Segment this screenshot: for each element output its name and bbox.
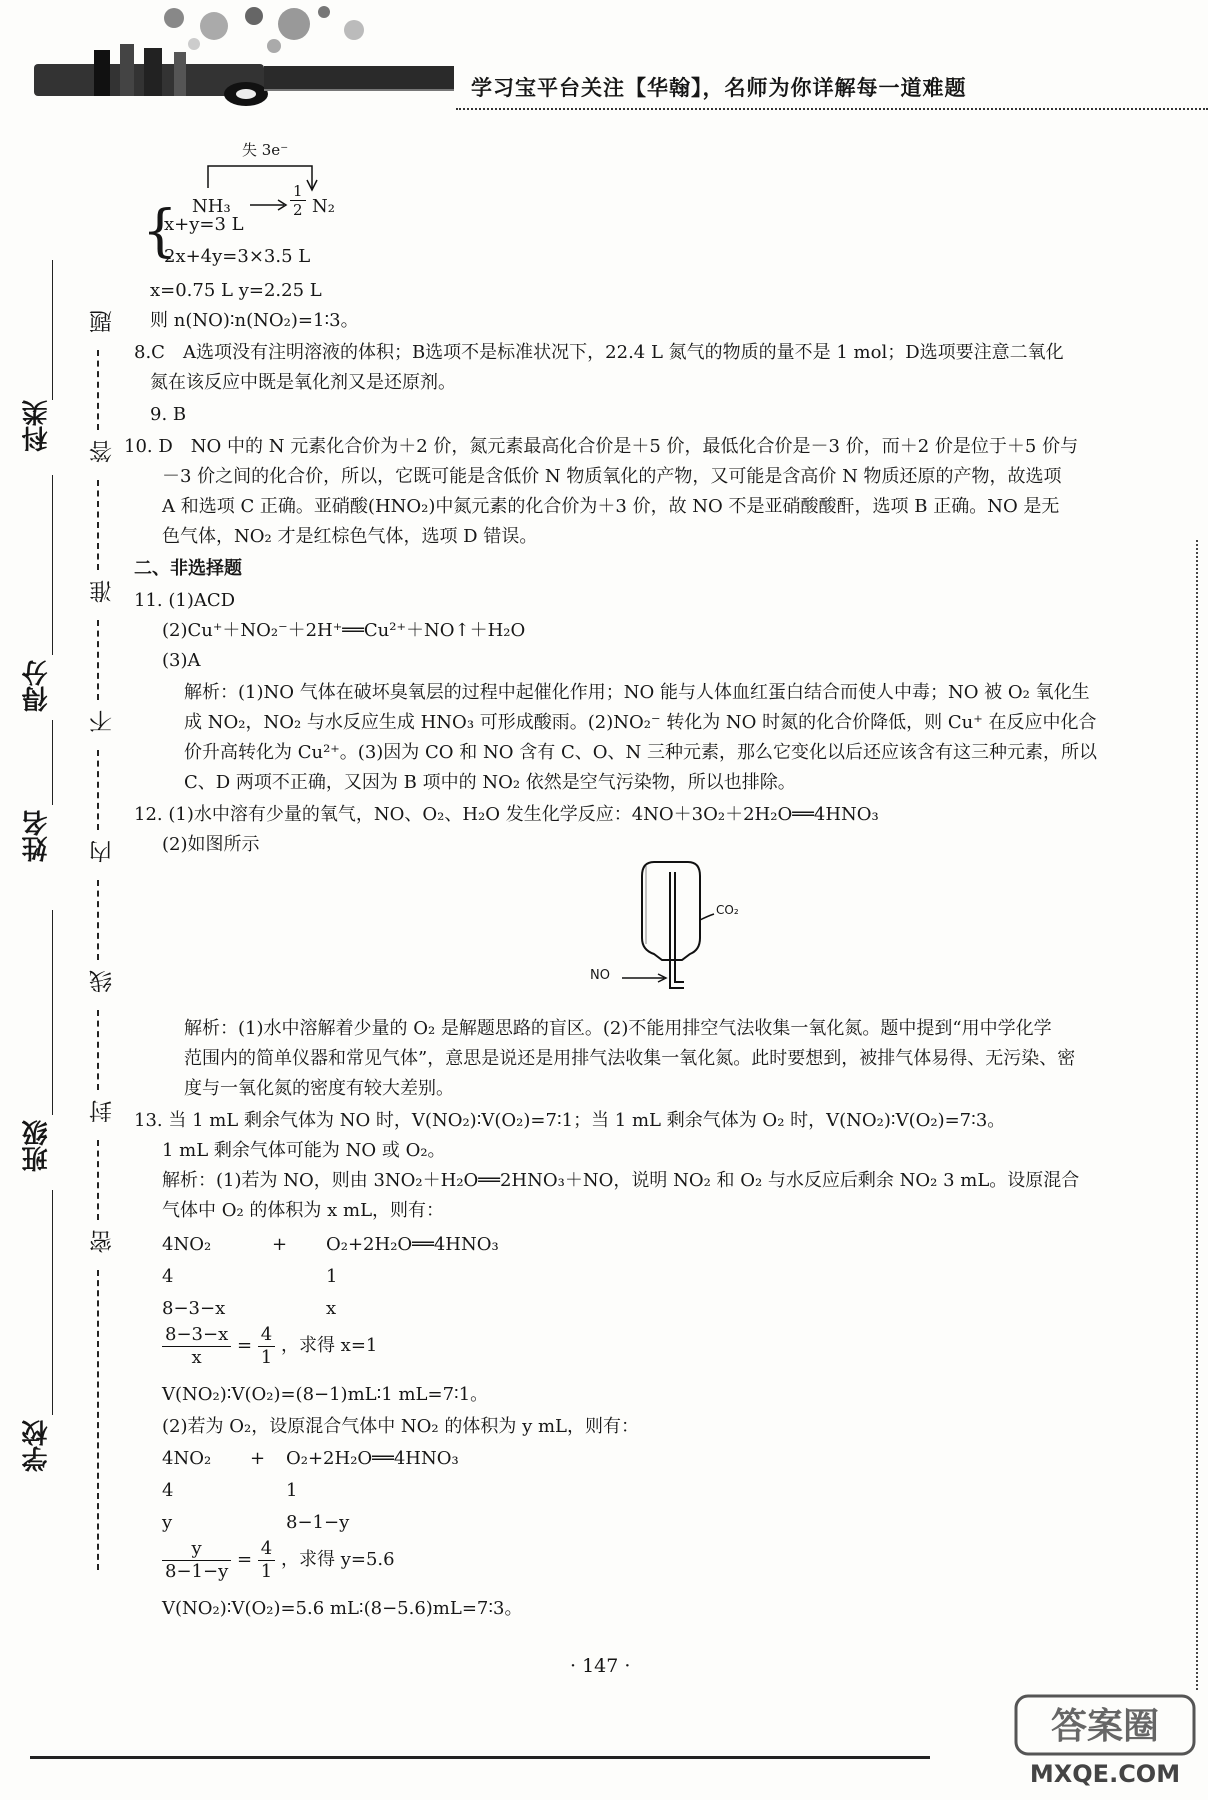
- analysis-q11-cont: 成 NO₂，NO₂ 与水反应生成 HNO₃ 可形成酸雨。(2)NO₂⁻ 转化为 NO 时氮的化合价降低，则 Cu⁺ 在反应中化合: [184, 712, 1097, 733]
- footer-rule: [30, 1756, 930, 1759]
- header-banner: [16, 0, 1208, 110]
- field-label-class: 班级: [22, 1120, 52, 1172]
- seal-char: 内: [90, 840, 116, 863]
- equation-a-left: 4NO₂: [162, 1234, 212, 1255]
- answer-q10-cont: －3 价之间的化合价，所以，它既可能是含低价 N 物质氧化的产物，又可能是含高价 N 物质还原的产物，故选项: [162, 466, 1062, 487]
- field-label-name: 姓名: [22, 810, 52, 862]
- right-edge-dotted-line: [1196, 540, 1198, 1690]
- field-label-school: 学校: [22, 1420, 52, 1472]
- answer-q10: 10. D NO 中的 N 元素化合价为＋2 价，氮元素最高化合价是＋5 价，最低化合价是－3 价，而＋2 价是位于＋5 价与: [124, 436, 1079, 457]
- answer-q12-2: (2)如图所示: [162, 834, 260, 855]
- analysis-q12: 解析：(1)水中溶解着少量的 O₂ 是解题思路的盲区。(2)不能用排空气法收集一氧化氮。题中提到“用中学化学: [184, 1018, 1052, 1039]
- analysis-q12-cont: 范围内的简单仪器和常见气体”，意思是说还是用排气法收集一氧化氮。此时要想到，被排气体易得、无污染、密: [184, 1048, 1076, 1069]
- equation-a-volume: 8−3−x: [162, 1298, 226, 1319]
- answer-q8: 8.C A选项没有注明溶液的体积；B选项不是标准状况下，22.4 L 氮气的物质的量不是 1 mol；D选项要注意二氧化: [134, 342, 1064, 363]
- analysis-q12-cont: 度与一氧化氮的密度有较大差别。: [184, 1078, 454, 1099]
- seal-char: 密: [90, 1230, 116, 1253]
- answer-q11-1: 11. (1)ACD: [134, 590, 236, 611]
- seal-char: 答: [90, 440, 116, 463]
- equation-b-coef: 4: [162, 1480, 174, 1501]
- fraction: [258, 1324, 275, 1368]
- field-line-school: [52, 1190, 53, 1415]
- seal-dashed-line: [97, 1140, 99, 1220]
- answer-q11-3: (3)A: [162, 650, 201, 671]
- field-line-name: [52, 720, 53, 805]
- answer-q11-2: (2)Cu⁺＋NO₂⁻＋2H⁺══Cu²⁺＋NO↑＋H₂O: [162, 620, 526, 641]
- coef-numerator: 1: [290, 182, 306, 201]
- answer-q9: 9. B: [150, 404, 187, 425]
- watermark-site: MXQE.COM: [1029, 1760, 1181, 1788]
- section-heading: 二、非选择题: [134, 558, 242, 579]
- equation-a-plus: +: [272, 1234, 288, 1255]
- denominator: 1: [260, 1560, 273, 1582]
- equation-a-coef: 4: [162, 1266, 174, 1287]
- answer-q10-cont: A 和选项 C 正确。亚硝酸(HNO₂)中氮元素的化合价为＋3 价，故 NO 不是亚硝酸酸酐，选项 B 正确。NO 是无: [162, 496, 1060, 517]
- fraction: [258, 1538, 275, 1582]
- transfer-coefficient: [290, 182, 306, 219]
- analysis-q11-cont: C、D 两项不正确，又因为 B 项中的 NO₂ 依然是空气污染物，所以也排除。: [184, 772, 796, 793]
- answer-q13: 13. 当 1 mL 剩余气体为 NO 时，V(NO₂)∶V(O₂)=7∶1；当 1 mL 剩余气体为 O₂ 时，V(NO₂)∶V(O₂)=7∶3。: [134, 1110, 1006, 1131]
- analysis-q13-part2: (2)若为 O₂，设原混合气体中 NO₂ 的体积为 y mL，则有：: [162, 1416, 639, 1437]
- field-label-subject: 科类: [22, 400, 52, 452]
- answer-q10-cont: 色气体，NO₂ 才是红棕色气体，选项 D 错误。: [162, 526, 538, 547]
- solution-line: x=0.75 L y=2.25 L: [150, 280, 322, 301]
- ratio-line: 则 n(NO)∶n(NO₂)=1∶3。: [150, 310, 359, 331]
- seal-dashed-line: [97, 750, 99, 830]
- field-line-subject: [52, 260, 53, 400]
- seal-dashed-line: [97, 620, 99, 700]
- analysis-q11-cont: 价升高转化为 Cu²⁺。(3)因为 CO 和 NO 含有 C、O、N 三种元素，那么它变化以后还应该含有这三种元素，所以: [184, 742, 1097, 763]
- seal-dashed-line: [97, 1010, 99, 1090]
- analysis-q11: 解析：(1)NO 气体在破坏臭氧层的过程中起催化作用；NO 能与人体血红蛋白结合而使人中毒；NO 被 O₂ 氧化生: [184, 682, 1090, 703]
- numerator: y: [162, 1538, 231, 1561]
- banner-decoration-image: [24, 4, 454, 108]
- equation-b-right: O₂+2H₂O══4HNO₃: [286, 1448, 459, 1469]
- fraction-equation-b: $\frac{y}{8-1-y}$ = $\frac{4}{1}$ ，求得 y=5.6: [162, 1538, 395, 1582]
- analysis-q13-cont: 气体中 O₂ 的体积为 x mL，则有：: [162, 1200, 445, 1221]
- numerator: 8−3−x: [162, 1324, 231, 1347]
- equation-b-plus: +: [250, 1448, 266, 1469]
- seal-char: 不: [90, 710, 116, 733]
- equation-b-left: 4NO₂: [162, 1448, 212, 1469]
- equation-a-right: O₂+2H₂O══4HNO₃: [326, 1234, 499, 1255]
- transfer-label: 失 3e⁻: [242, 141, 289, 159]
- equation-brace: {: [142, 199, 178, 264]
- equation-line: 2x+4y=3×3.5 L: [164, 246, 311, 267]
- seal-dashed-line: [97, 1270, 99, 1570]
- site-watermark-logo: [1012, 1690, 1198, 1790]
- binding-strip: [0, 290, 116, 1620]
- header-title: 学习宝平台关注【华翰】，名师为你详解每一道难题: [471, 76, 967, 100]
- equation-b-coef: 1: [286, 1480, 298, 1501]
- result-a: V(NO₂)∶V(O₂)=(8−1)mL∶1 mL=7∶1。: [162, 1384, 489, 1405]
- result-b: V(NO₂)∶V(O₂)=5.6 mL∶(8−5.6)mL=7∶3。: [162, 1598, 523, 1619]
- answer-q13-cont: 1 mL 剩余气体可能为 NO 或 O₂。: [162, 1140, 446, 1161]
- denominator: 1: [260, 1346, 273, 1368]
- gas-collection-figure: [582, 850, 782, 1010]
- numerator: 4: [258, 1324, 275, 1347]
- coef-denominator: 2: [293, 201, 303, 219]
- co2-label: CO₂: [716, 903, 739, 917]
- equation-b-volume: 8−1−y: [286, 1512, 350, 1533]
- watermark-text: 答案圈: [1050, 1706, 1160, 1747]
- equation-a-volume: x: [326, 1298, 337, 1319]
- denominator: x: [191, 1346, 202, 1368]
- page-number: · 147 ·: [570, 1655, 631, 1677]
- fraction: [162, 1324, 231, 1368]
- fraction-tail: ，求得 y=5.6: [280, 1549, 395, 1571]
- fraction-tail: ，求得 x=1: [280, 1335, 378, 1357]
- fraction-equation-a: $\frac{8-3-x}{x}$ = $\frac{4}{1}$ ，求得 x=1: [162, 1324, 377, 1368]
- header-rule: [456, 108, 1208, 110]
- answer-q8-cont: 氮在该反应中既是氧化剂又是还原剂。: [150, 372, 456, 393]
- seal-char: 准: [90, 580, 116, 603]
- field-label-score: 得分: [22, 660, 52, 712]
- denominator: 8−1−y: [165, 1560, 229, 1582]
- bottle-drawing: [582, 850, 782, 1010]
- seal-dashed-line: [97, 480, 99, 570]
- equation-line: x+y=3 L: [164, 214, 244, 235]
- answer-q12-1: 12. (1)水中溶有少量的氧气，NO、O₂、H₂O 发生化学反应：4NO＋3O₂＋2H₂O══4HNO₃: [134, 804, 879, 825]
- numerator: 4: [258, 1538, 275, 1561]
- seal-char: 线: [90, 970, 116, 993]
- seal-dashed-line: [97, 880, 99, 960]
- seal-char: 封: [90, 1100, 116, 1123]
- seal-char: 题: [90, 310, 116, 333]
- equation-a-coef: 1: [326, 1266, 338, 1287]
- transfer-reactant: NH₃: [192, 196, 231, 217]
- equation-b-volume: y: [162, 1512, 173, 1533]
- field-line-class: [52, 910, 53, 1115]
- seal-dashed-line: [97, 350, 99, 430]
- field-line-score: [52, 475, 53, 655]
- transfer-product: N₂: [312, 196, 335, 217]
- fraction: [162, 1538, 231, 1582]
- no-label: NO: [590, 968, 610, 983]
- analysis-q13: 解析：(1)若为 NO，则由 3NO₂＋H₂O══2HNO₃＋NO，说明 NO₂ 和 O₂ 与水反应后剩余 NO₂ 3 mL。设原混合: [162, 1170, 1080, 1191]
